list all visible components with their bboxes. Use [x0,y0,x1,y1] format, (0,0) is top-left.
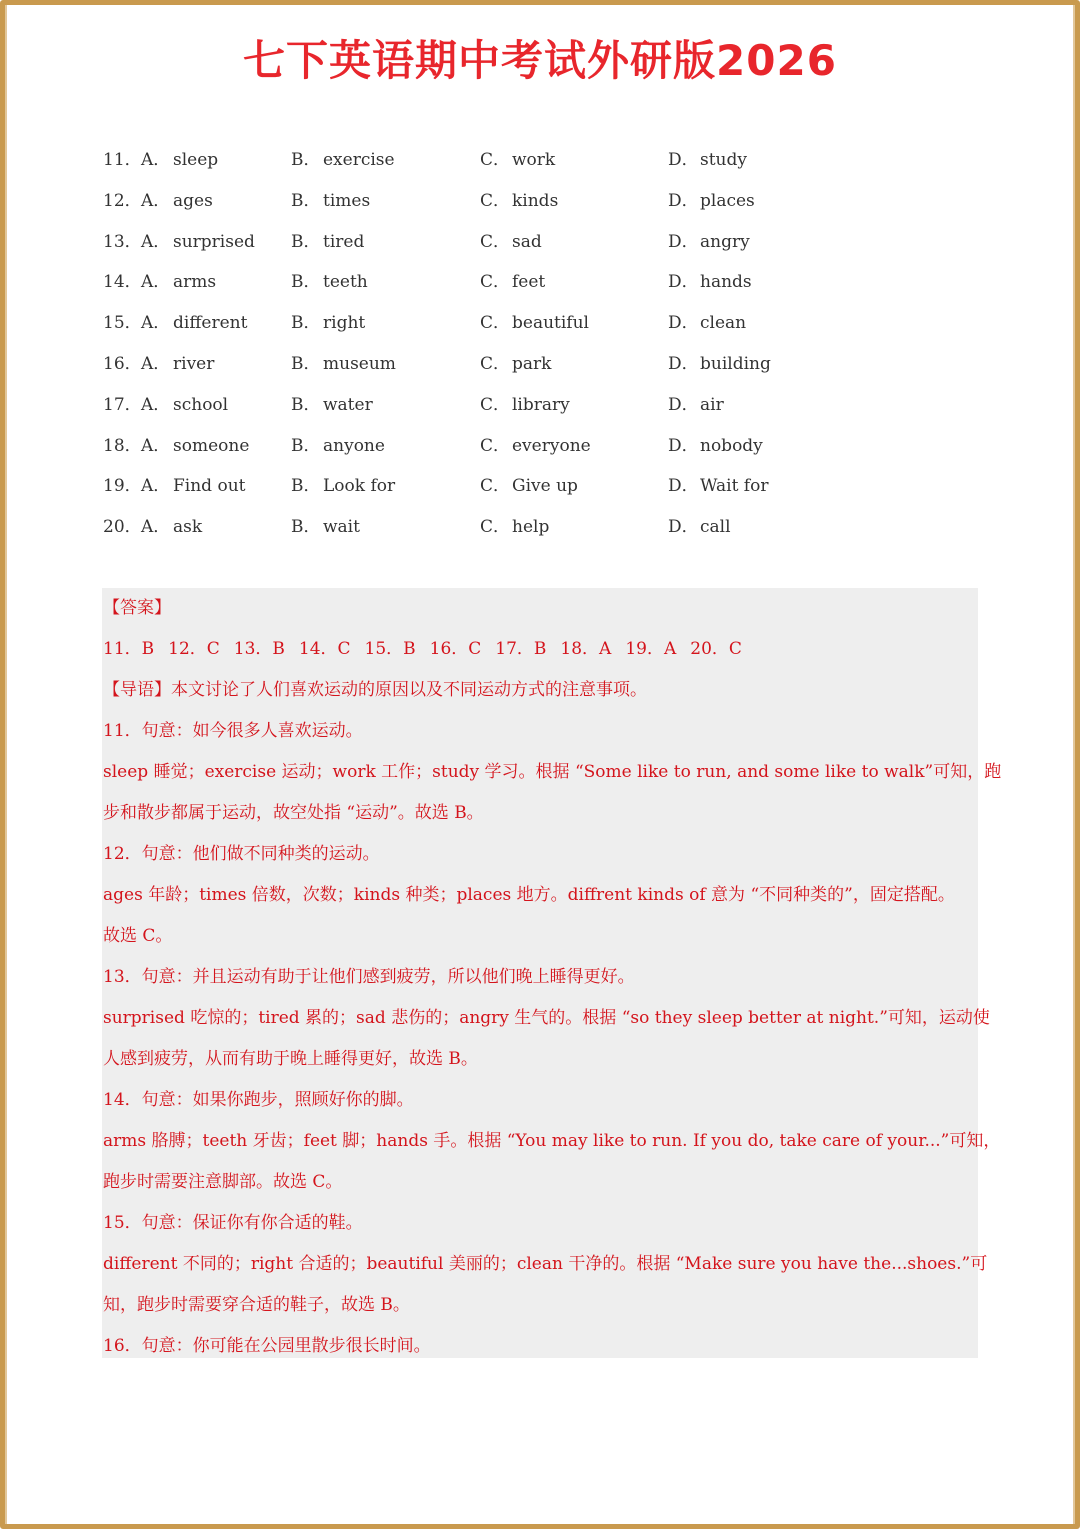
option-c [480,181,558,221]
option-text: Wait for [700,476,769,497]
option-letter: B． [291,353,321,374]
option-letter: C． [480,476,511,497]
option-text: water [323,394,373,415]
page-title: 七下英语期中考试外研版2026 [243,36,837,85]
question-row [103,181,803,222]
question-row [103,140,803,181]
option-text: help [512,517,550,538]
question-number: 11． [103,150,142,170]
option-c [480,303,589,343]
option-text: ages [173,190,213,211]
answer-key: 17．B [495,639,547,659]
option-c [480,262,545,302]
explanation-line: 15．句意：保证你有你合适的鞋。 [103,1213,363,1233]
option-b [291,426,385,466]
answer-heading: 【答案】 [103,598,171,618]
option-b [291,385,373,425]
answer-key: 20．C [690,639,742,659]
option-letter: D． [668,517,699,538]
option-a [141,140,218,180]
option-a [141,507,202,547]
option-letter: C． [480,394,511,415]
option-text: ask [173,517,203,538]
explanation-line: 13．句意：并且运动有助于让他们感到疲劳，所以他们晚上睡得更好。 [103,967,635,987]
option-letter: A． [141,231,171,252]
option-c [480,426,591,466]
option-text: wait [323,517,360,538]
option-letter: D． [668,190,699,211]
question-row [103,262,803,303]
option-c [480,222,542,262]
option-c [480,344,551,384]
option-b [291,303,365,343]
option-a [141,303,247,343]
explanation-line: 12．句意：他们做不同种类的运动。 [103,844,380,864]
option-a [141,466,245,506]
option-text: nobody [700,435,763,456]
option-text: museum [323,353,396,374]
question-number: 17． [103,394,142,415]
option-c [480,466,578,506]
option-text: anyone [323,435,385,456]
question-number: 16． [103,353,142,374]
option-b [291,262,368,302]
option-d [668,303,746,343]
option-text: everyone [512,435,591,456]
answer-key: 11．B [103,639,155,659]
option-b [291,181,370,221]
option-c [480,507,549,547]
question-number: 15． [103,313,142,334]
option-b [291,344,396,384]
question-number: 13． [103,231,142,252]
option-letter: B． [291,517,321,538]
answer-keys [103,629,978,670]
option-text: school [173,394,229,415]
explanation-line: 步和散步都属于运动，故空处指 “运动”。故选 B。 [103,803,484,823]
answer-key: 13．B [233,639,285,659]
question-row [103,385,803,426]
question-row [103,222,803,263]
option-a [141,181,213,221]
explanation-line: 人感到疲劳，从而有助于晚上睡得更好，故选 B。 [103,1049,478,1069]
option-letter: B． [291,394,321,415]
option-text: sleep [173,150,219,170]
option-text: study [700,150,747,170]
option-letter: D． [668,231,699,252]
option-letter: B． [291,476,321,497]
option-text: river [173,353,215,374]
option-b [291,466,395,506]
option-text: times [323,190,371,211]
option-letter: D． [668,353,699,374]
question-number: 19． [103,476,142,497]
answer-intro: 【导语】本文讨论了人们喜欢运动的原因以及不同运动方式的注意事项。 [103,680,647,700]
option-letter: B． [291,272,321,293]
option-letter: D． [668,435,699,456]
option-letter: C． [480,231,511,252]
explanation-line: 跑步时需要注意脚部。故选 C。 [103,1172,343,1192]
explanation-line: ages 年龄；times 倍数，次数；kinds 种类；places 地方。diffrent kinds of 意为 “不同种类的”，固定搭配。 [103,885,955,905]
answer-key: 12．C [168,639,220,659]
explanation-line: different 不同的；right 合适的；beautiful 美丽的；clean 干净的。根据 “Make sure you have the...shoes.”可 [103,1254,988,1274]
option-text: surprised [173,231,255,252]
option-letter: D． [668,476,699,497]
option-d [668,262,752,302]
option-letter: B． [291,231,321,252]
option-letter: C． [480,190,511,211]
option-d [668,222,750,262]
option-text: different [173,313,248,334]
option-letter: D． [668,313,699,334]
option-text: Find out [173,476,246,497]
option-letter: C． [480,353,511,374]
option-text: Give up [512,476,578,497]
option-text: clean [700,313,747,334]
option-letter: A． [141,150,171,170]
option-letter: C． [480,313,511,334]
option-text: someone [173,435,250,456]
option-letter: A． [141,435,171,456]
option-letter: A． [141,353,171,374]
question-row [103,466,803,507]
option-letter: A． [141,313,171,334]
option-b [291,222,364,262]
option-text: right [323,313,366,334]
option-letter: A． [141,476,171,497]
option-d [668,344,771,384]
option-letter: B． [291,190,321,211]
option-a [141,344,214,384]
question-number: 14． [103,272,142,293]
question-number: 18． [103,435,142,456]
answer-key: 16．C [429,639,482,659]
option-b [291,140,395,180]
option-letter: B． [291,435,321,456]
option-a [141,222,255,262]
option-a [141,426,249,466]
answer-key: 19．A [625,639,677,659]
option-text: air [700,394,724,415]
explanation-line: 16．句意：你可能在公园里散步很长时间。 [103,1336,431,1356]
answer-key: 18．A [560,639,612,659]
option-text: work [512,150,556,170]
option-letter: A． [141,517,171,538]
question-row [103,426,803,467]
question-row [103,303,803,344]
option-letter: C． [480,435,511,456]
option-text: park [512,353,552,374]
option-text: angry [700,231,750,252]
option-text: kinds [512,190,559,211]
option-text: library [512,394,570,415]
option-letter: D． [668,272,699,293]
option-text: exercise [323,150,395,170]
option-d [668,140,747,180]
option-text: building [700,353,771,374]
option-d [668,385,724,425]
question-number: 12． [103,190,142,211]
explanation-line: 知，跑步时需要穿合适的鞋子，故选 B。 [103,1295,410,1315]
option-a [141,262,216,302]
option-text: beautiful [512,313,589,334]
option-letter: C． [480,517,511,538]
option-letter: B． [291,150,321,170]
option-text: places [700,190,755,211]
option-c [480,140,555,180]
option-letter: D． [668,150,699,170]
question-row [103,344,803,385]
option-letter: C． [480,272,511,293]
question-number: 20． [103,517,142,538]
option-text: hands [700,272,752,293]
explanation-line: sleep 睡觉；exercise 运动；work 工作；study 学习。根据 “Some like to run, and some like to walk”可知，跑 [103,762,1002,782]
option-b [291,507,360,547]
option-text: sad [512,231,542,252]
option-text: Look for [323,476,396,497]
answer-key: 15．B [364,639,416,659]
option-d [668,181,755,221]
option-letter: A． [141,272,171,293]
explanation-line: 故选 C。 [103,926,173,946]
answer-key: 14．C [298,639,351,659]
question-row [103,507,803,548]
explanation-line: 14．句意：如果你跑步，照顾好你的脚。 [103,1090,414,1110]
option-d [668,426,763,466]
option-text: arms [173,272,217,293]
option-letter: C． [480,150,511,170]
answer-explanations [103,588,1002,1367]
option-d [668,507,731,547]
option-text: tired [323,231,365,252]
explanation-line: 11．句意：如今很多人喜欢运动。 [103,721,363,741]
option-letter: A． [141,394,171,415]
question-list [103,140,803,548]
option-d [668,466,768,506]
explanation-line: surprised 吃惊的；tired 累的；sad 悲伤的；angry 生气的。根据 “so they sleep better at night.”可知，运动使 [103,1008,990,1028]
explanation-line: arms 胳膊；teeth 牙齿；feet 脚；hands 手。根据 “You may like to run. If you do, take care of your...”可知， [103,1131,1001,1151]
option-letter: B． [291,313,321,334]
option-letter: A． [141,190,171,211]
option-a [141,385,228,425]
option-text: teeth [323,272,368,293]
option-text: feet [512,272,546,293]
option-text: call [700,517,731,538]
option-c [480,385,570,425]
option-letter: D． [668,394,699,415]
